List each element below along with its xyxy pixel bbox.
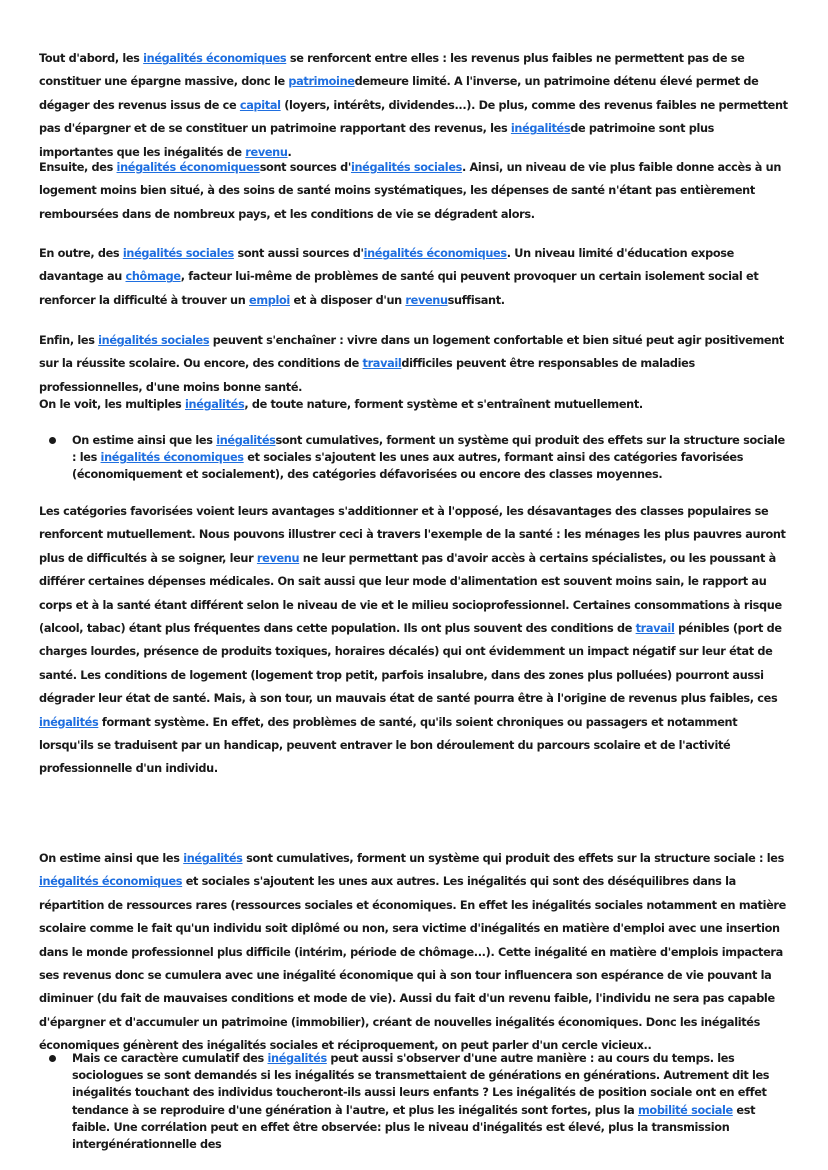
glossary-link[interactable]: mobilité sociale bbox=[637, 1103, 733, 1117]
glossary-link[interactable]: inégalités bbox=[216, 434, 276, 447]
bullet-dot bbox=[49, 437, 56, 444]
glossary-link[interactable]: inégalités bbox=[39, 715, 99, 729]
text-run: , de toute nature, forment système et s'entraînent mutuellement. bbox=[244, 398, 643, 411]
glossary-link[interactable]: travail bbox=[362, 357, 402, 371]
text-run: On estime ainsi que les bbox=[72, 434, 217, 447]
text-run: de patrimoine sont plus importantes que les inégalités de bbox=[39, 122, 715, 159]
text-run: peut aussi s'observer d'une autre manière : au cours du temps. les sociologues se sont demandés si les inégalités se transmettaient de générations en générations. Autrement dit les inégalités touchant des individus toucheront-ils aussi leurs enfants ? Les inégalités de position sociale ont en effet tendance à se reproduire d'une génération à l'autre, et plus les inégalités sont fortes, plus la bbox=[72, 1052, 770, 1117]
glossary-link[interactable]: inégalités économiques bbox=[39, 875, 183, 889]
text-run: On le voit, les multiples bbox=[39, 398, 185, 411]
text-run: , facteur lui-même de problèmes de santé qui peuvent provoquer un certain isolement social et renforcer la difficulté à trouver un bbox=[39, 270, 759, 307]
text-run: se renforcent entre elles : les revenus plus faibles ne permettent pas de se constituer une épargne massive, donc le bbox=[39, 52, 745, 89]
bullet-text bbox=[72, 1050, 792, 1153]
glossary-link[interactable]: revenu bbox=[245, 145, 288, 159]
paragraph-on-le-voit bbox=[39, 393, 790, 416]
bullet-item-cumulatives bbox=[72, 432, 792, 484]
paragraph-en-outre bbox=[39, 242, 790, 312]
glossary-link[interactable]: inégalités bbox=[267, 1052, 327, 1065]
bullet-item-transmission bbox=[72, 1050, 792, 1153]
text-run: sont sources d' bbox=[259, 161, 351, 174]
text-run: et sociales s'ajoutent les unes aux autres, formant ainsi des catégories favorisées (économiquement et socialement), des catégories défavorisées ou encore des classes moyennes. bbox=[72, 451, 744, 482]
glossary-link[interactable]: inégalités économiques bbox=[116, 161, 260, 174]
text-run: . Un niveau limité d'éducation expose davantage au bbox=[39, 247, 734, 284]
glossary-link[interactable]: inégalités économiques bbox=[143, 52, 287, 65]
text-run: sont cumulatives, forment un système qui produit des effets sur la structure sociale : les bbox=[242, 852, 784, 865]
glossary-link[interactable]: inégalités bbox=[185, 398, 245, 411]
bullet-text bbox=[72, 432, 792, 484]
glossary-link[interactable]: inégalités bbox=[510, 122, 571, 136]
text-run: peuvent s'enchaîner : vivre dans un logement confortable et bien situé peut agir positivement sur la réussite scolaire. Ou encore, des conditions de bbox=[39, 334, 784, 371]
glossary-link[interactable]: inégalités sociales bbox=[350, 161, 463, 174]
text-run: ne leur permettant pas d'avoir accès à certains spécialistes, ou les poussant à différer certaines dépenses médicales. On sait aussi que leur mode d'alimentation est souvent moins sain, le rapport au corps et à la santé étant différent selon le niveau de vie et le milieu socioprofessionnel. Certaines consommations à risque (alcool, tabac) étant plus fréquentes dans cette population. Ils ont plus souvent des conditions de bbox=[39, 551, 782, 636]
paragraph-enfin bbox=[39, 329, 790, 399]
text-run: demeure limité. A l'inverse, un patrimoine détenu élevé permet de dégager des revenus issus de ce bbox=[39, 75, 759, 112]
text-run: est faible. Une corrélation peut en effet être observée: plus le niveau d'inégalités est élevé, plus la transmission intergénérationnelle des bbox=[72, 1103, 756, 1152]
glossary-link[interactable]: patrimoine bbox=[288, 75, 355, 89]
glossary-link[interactable]: capital bbox=[239, 98, 281, 112]
text-run: formant système. En effet, des problèmes de santé, qu'ils soient chroniques ou passagers et notamment lorsqu'ils se traduisent par un handicap, peuvent entraver le bon déroulement du parcours scolaire et de l'activité professionnelle d'un individu. bbox=[39, 715, 738, 776]
text-run: et sociales s'ajoutent les unes aux autres. Les inégalités qui sont des déséquilibres dans la répartition de ressources rares (ressources sociales et économiques. En effet les inégalités sociales notamment en matière scolaire comme le fait qu'un individu soit diplômé ou non, sera victime d'inégalités en matière d'emploi avec une insertion dans le monde professionnel plus difficile (intérim, période de chômage...). Cette inégalité en matière d'emplois impactera ses revenus donc se cumulera avec une inégalité économique qui à son tour influencera son espérance de vie pouvant la diminuer (du fait de mauvaises conditions et mode de vie). Aussi du fait d'un revenu faible, l'individu ne sera pas capable d'épargner et d'accumuler un patrimoine (immobilier), créant de nouvelles inégalités économiques. Donc les inégalités économiques génèrent des inégalités sociales et réciproquement, on peut parler d'un cercle vicieux.. bbox=[39, 875, 786, 1053]
text-run: . Ainsi, un niveau de vie plus faible donne accès à un logement moins bien situé, à des soins de santé moins systématiques, les dépenses de santé n'étant pas entièrement remboursées dans de nombreux pays, et les conditions de vie se dégradent alors. bbox=[39, 161, 782, 221]
text-run: En outre, des bbox=[39, 247, 123, 260]
text-run: (loyers, intérêts, dividendes...). De plus, comme des revenus faibles ne permettent pas d'épargner et de se constituer un patrimoine rapportant des revenus, les bbox=[39, 98, 788, 136]
text-run: difficiles peuvent être responsables de maladies professionnelles, d'une moins bonne santé. bbox=[39, 357, 695, 394]
text-run: sont aussi sources d' bbox=[233, 247, 364, 260]
paragraph-inegalites-cumulatives bbox=[39, 847, 790, 1058]
glossary-link[interactable]: inégalités bbox=[183, 852, 243, 865]
text-run: . bbox=[287, 145, 292, 159]
text-run: Mais ce caractère cumulatif des bbox=[72, 1052, 268, 1065]
bullet-dot bbox=[49, 1055, 56, 1062]
text-run: On estime ainsi que les bbox=[39, 852, 184, 865]
paragraph-intro bbox=[39, 47, 790, 164]
text-run: et à disposer d'un bbox=[289, 293, 406, 307]
text-run: suffisant. bbox=[447, 293, 505, 307]
text-run: Les catégories favorisées voient leurs avantages s'additionner et à l'opposé, les désavantages des classes populaires se renforcent mutuellement. Nous pouvons illustrer ceci à travers l'exemple de la santé : les ménages les plus pauvres auront plus de difficultés à se soigner, leur bbox=[39, 505, 786, 565]
glossary-link[interactable]: inégalités économiques bbox=[363, 247, 507, 260]
paragraph-categories-favorisees bbox=[39, 500, 790, 781]
glossary-link[interactable]: chômage bbox=[125, 270, 181, 284]
text-run: Enfin, les bbox=[39, 334, 99, 347]
glossary-link[interactable]: travail bbox=[635, 622, 675, 636]
text-run: Tout d'abord, les bbox=[39, 52, 144, 65]
glossary-link[interactable]: inégalités sociales bbox=[98, 334, 210, 347]
glossary-link[interactable]: revenu bbox=[405, 293, 448, 307]
text-run: sont cumulatives, forment un système qui produit des effets sur la structure sociale : les bbox=[72, 434, 785, 465]
glossary-link[interactable]: revenu bbox=[256, 551, 300, 565]
glossary-link[interactable]: emploi bbox=[249, 293, 290, 307]
glossary-link[interactable]: inégalités économiques bbox=[100, 451, 244, 465]
text-run: pénibles (port de charges lourdes, présence de produits toxiques, horaires décalés) qui ont évidemment un impact négatif sur leur état de santé. Les conditions de logement (logement trop petit, parfois insalubre, dans des zones plus polluées) pourront aussi dégrader leur état de santé. Mais, à son tour, un mauvais état de santé pourra être à l'origine de revenus plus faibles, ces bbox=[39, 622, 782, 706]
glossary-link[interactable]: inégalités sociales bbox=[122, 247, 234, 260]
paragraph-ensuite bbox=[39, 156, 790, 226]
text-run: Ensuite, des bbox=[39, 161, 117, 174]
